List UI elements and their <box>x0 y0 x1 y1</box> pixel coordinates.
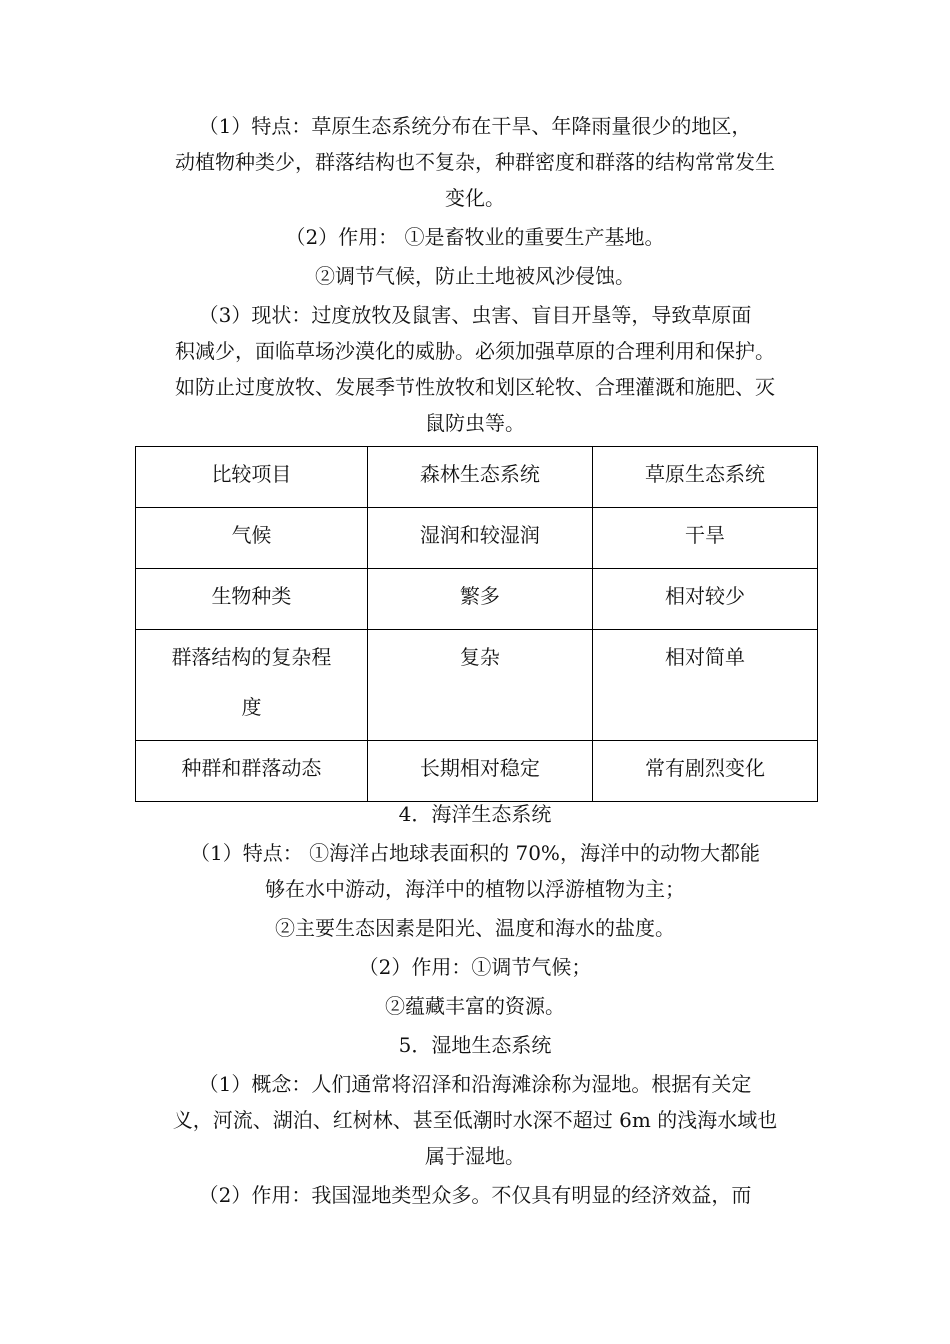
text-line: 动植物种类少，群落结构也不复杂，种群密度和群落的结构常常发生 <box>175 150 775 174</box>
table-header-cell: 比较项目 <box>136 447 368 508</box>
table-cell: 群落结构的复杂程度 <box>136 630 368 741</box>
table-row <box>136 741 818 802</box>
grassland-function-1: （2）作用： ①是畜牧业的重要生产基地。 <box>285 225 665 249</box>
text-line: 变化。 <box>445 186 505 210</box>
table-header-cell: 草原生态系统 <box>592 447 817 508</box>
table-cell: 长期相对稳定 <box>367 741 592 802</box>
text-line: （3）现状：过度放牧及鼠害、虫害、盲目开垦等，导致草原面 <box>198 303 752 327</box>
table-cell: 种群和群落动态 <box>136 741 368 802</box>
text-line: 积减少，面临草场沙漠化的威胁。必须加强草原的合理利用和保护。 <box>175 339 775 363</box>
table-cell: 湿润和较湿润 <box>367 508 592 569</box>
text-line: （1）特点：草原生态系统分布在干旱、年降雨量很少的地区， <box>198 114 752 138</box>
grassland-section <box>145 108 805 441</box>
table-cell: 繁多 <box>367 569 592 630</box>
ocean-heading: 4．海洋生态系统 <box>398 802 552 826</box>
table-header-row <box>136 447 818 508</box>
table-cell: 气候 <box>136 508 368 569</box>
wetland-function-paragraph: （2）作用：我国湿地类型众多。不仅具有明显的经济效益，而 <box>198 1183 752 1207</box>
text-line: （1）特点： ①海洋占地球表面积的 70%，海洋中的动物大都能 <box>190 841 760 865</box>
text-line: 鼠防虫等。 <box>425 411 525 435</box>
comparison-table <box>135 446 818 802</box>
grassland-function-2: ②调节气候，防止土地被风沙侵蚀。 <box>315 264 635 288</box>
wetland-concept-paragraph <box>145 1066 805 1174</box>
table-cell: 生物种类 <box>136 569 368 630</box>
ocean-function-1: （2）作用：①调节气候； <box>358 955 592 979</box>
table-row <box>136 630 818 741</box>
table-row <box>136 569 818 630</box>
text-line: 属于湿地。 <box>425 1144 525 1168</box>
table-cell: 相对简单 <box>592 630 817 741</box>
table-row <box>136 508 818 569</box>
text-line: （1）概念：人们通常将沼泽和沿海滩涂称为湿地。根据有关定 <box>198 1072 752 1096</box>
text-line: 如防止过度放牧、发展季节性放牧和划区轮牧、合理灌溉和施肥、灭 <box>175 375 775 399</box>
ocean-function-2: ②蕴藏丰富的资源。 <box>385 994 565 1018</box>
table-cell: 干旱 <box>592 508 817 569</box>
table-cell: 相对较少 <box>592 569 817 630</box>
ocean-wetland-section <box>145 796 805 1213</box>
table-cell: 常有剧烈变化 <box>592 741 817 802</box>
wetland-heading: 5．湿地生态系统 <box>398 1033 552 1057</box>
text-line: 够在水中游动，海洋中的植物以浮游植物为主； <box>265 877 685 901</box>
text-line: 义，河流、湖泊、红树林、甚至低潮时水深不超过 6m 的浅海水域也 <box>172 1108 778 1132</box>
table-header-cell: 森林生态系统 <box>367 447 592 508</box>
grassland-features-paragraph <box>145 108 805 216</box>
ocean-feature-2: ②主要生态因素是阳光、温度和海水的盐度。 <box>275 916 675 940</box>
grassland-status-paragraph <box>145 297 805 441</box>
ocean-features-paragraph <box>145 835 805 907</box>
table-cell: 复杂 <box>367 630 592 741</box>
